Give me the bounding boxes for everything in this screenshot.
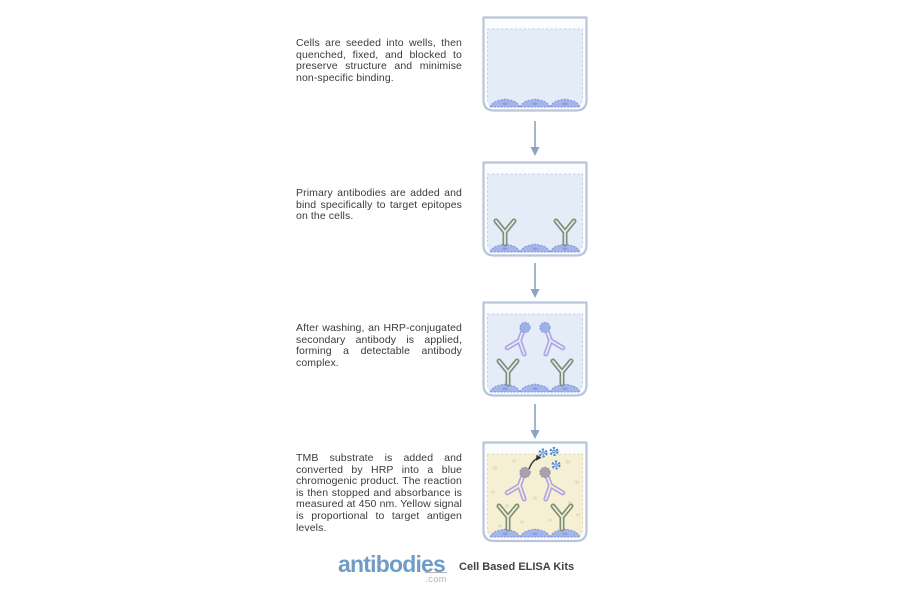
tmb-product-icon xyxy=(551,448,558,455)
footer-branding xyxy=(338,551,575,585)
tmb-product-icon xyxy=(553,462,560,469)
flow-arrow-icon xyxy=(529,404,541,440)
well-step-2 xyxy=(480,160,590,260)
brand-logo xyxy=(338,551,448,585)
tmb-substrate-liquid xyxy=(488,454,583,537)
brand-domain-suffix: .com xyxy=(425,574,448,585)
hrp-enzyme-icon xyxy=(540,467,550,477)
step-4-description: TMB substrate is added and converted by HRP into a blue chromogenic product. The reaction is then stopped and absorbance is measured at 450 nm. Yellow signal is proportional to target antigen levels. xyxy=(296,452,462,534)
well-step-4 xyxy=(480,440,590,545)
product-title: Cell Based ELISA Kits xyxy=(459,561,575,573)
step-2-description: Primary antibodies are added and bind specifically to target epitopes on the cells. xyxy=(296,187,462,223)
flow-arrow-icon xyxy=(529,121,541,157)
buffer-liquid xyxy=(488,29,583,107)
well-step-1 xyxy=(480,15,590,115)
step-3-description: After washing, an HRP-conjugated secondary antibody is applied, forming a detectable antibody complex. xyxy=(296,322,462,369)
tmb-product-icon xyxy=(540,450,547,457)
buffer-liquid xyxy=(488,314,583,392)
hrp-enzyme-icon xyxy=(540,322,550,332)
hrp-enzyme-icon xyxy=(520,322,530,332)
step-1-description: Cells are seeded into wells, then quenched, fixed, and blocked to preserve structure and minimise non-specific binding. xyxy=(296,37,462,84)
well-step-3 xyxy=(480,300,590,400)
brand-name: antibodies xyxy=(338,551,446,577)
flow-arrow-icon xyxy=(529,263,541,299)
buffer-liquid xyxy=(488,174,583,252)
